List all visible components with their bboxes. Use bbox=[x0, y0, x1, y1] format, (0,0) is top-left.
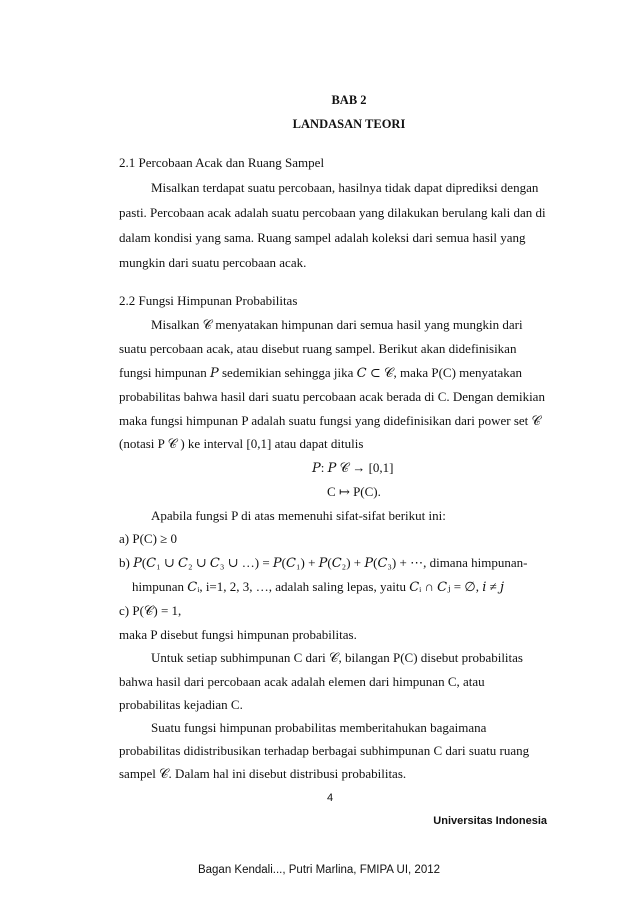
paragraph-line: probabilitas bahwa hasil dari suatu percobaan acak berada di C. Dengan demikian bbox=[119, 389, 545, 404]
paragraph-line: sampel 𝒞. Dalam hal ini disebut distribusi probabilitas. bbox=[119, 766, 407, 781]
chapter-heading: BAB 2 bbox=[331, 93, 367, 107]
paragraph-line: Misalkan terdapat suatu percobaan, hasilnya tidak dapat diprediksi dengan bbox=[151, 180, 539, 195]
paragraph-line: fungsi himpunan 𝑃 sedemikian sehingga jika 𝐶 ⊂ 𝒞, maka P(C) menyatakan bbox=[119, 365, 522, 380]
paragraph-line: suatu percobaan acak, atau disebut ruang sampel. Berikut akan didefinisikan bbox=[119, 341, 517, 356]
property-c: c) P(𝒞) = 1, bbox=[119, 603, 182, 618]
paragraph-line: dalam kondisi yang sama. Ruang sampel adalah koleksi dari semua hasil yang bbox=[119, 230, 526, 245]
property-b-continued: himpunan 𝐶ᵢ, i=1, 2, 3, …, adalah saling lepas, yaitu 𝐶ᵢ ∩ 𝐶ⱼ = ∅, 𝑖 ≠ 𝑗 bbox=[132, 579, 505, 594]
paragraph-line: mungkin dari suatu percobaan acak. bbox=[119, 255, 307, 270]
chapter-title: LANDASAN TEORI bbox=[292, 117, 406, 131]
paragraph-line: Apabila fungsi P di atas memenuhi sifat-sifat berikut ini: bbox=[151, 508, 446, 523]
section-heading-2-2: 2.2 Fungsi Himpunan Probabilitas bbox=[119, 293, 298, 308]
section-heading-2-1: 2.1 Percobaan Acak dan Ruang Sampel bbox=[119, 155, 325, 170]
property-a: a) P(C) ≥ 0 bbox=[119, 531, 178, 546]
paragraph-line: probabilitas kejadian C. bbox=[119, 697, 243, 712]
paragraph-line: probabilitas didistribusikan terhadap berbagai subhimpunan C dari suatu ruang bbox=[119, 743, 530, 758]
paragraph-line: maka fungsi himpunan P adalah suatu fungsi yang didefinisikan dari power set 𝒞 bbox=[119, 413, 542, 428]
paragraph-line: pasti. Percobaan acak adalah suatu percobaan yang dilakukan berulang kali dan di bbox=[119, 205, 546, 220]
paragraph-line: Suatu fungsi himpunan probabilitas memberitahukan bagaimana bbox=[151, 720, 487, 735]
paragraph-line: Misalkan 𝒞 menyatakan himpunan dari semua hasil yang mungkin dari bbox=[151, 317, 523, 332]
paragraph-line: (notasi P 𝒞 ) ke interval [0,1] atau dapat ditulis bbox=[119, 436, 364, 451]
paragraph-line: bahwa hasil dari percobaan acak adalah elemen dari himpunan C, atau bbox=[119, 674, 485, 689]
university-label: Universitas Indonesia bbox=[433, 815, 547, 827]
paragraph-line: maka P disebut fungsi himpunan probabilitas. bbox=[119, 627, 357, 642]
footer-credit: Bagan Kendali..., Putri Marlina, FMIPA UI, 2012 bbox=[197, 864, 441, 876]
page-number: 4 bbox=[327, 792, 334, 804]
property-b: b) 𝑃(𝐶₁ ∪ 𝐶₂ ∪ 𝐶₃ ∪ …) = 𝑃(𝐶₁) + 𝑃(𝐶₂) + 𝑃(𝐶₃) + ⋯, dimana himpunan- bbox=[119, 555, 528, 570]
paragraph-line: Untuk setiap subhimpunan C dari 𝒞, bilangan P(C) disebut probabilitas bbox=[151, 650, 523, 665]
equation-mapping: 𝑃: 𝑃 𝒞 → [0,1] bbox=[312, 460, 394, 475]
equation-element-mapping: C ↦ P(C). bbox=[327, 484, 381, 499]
